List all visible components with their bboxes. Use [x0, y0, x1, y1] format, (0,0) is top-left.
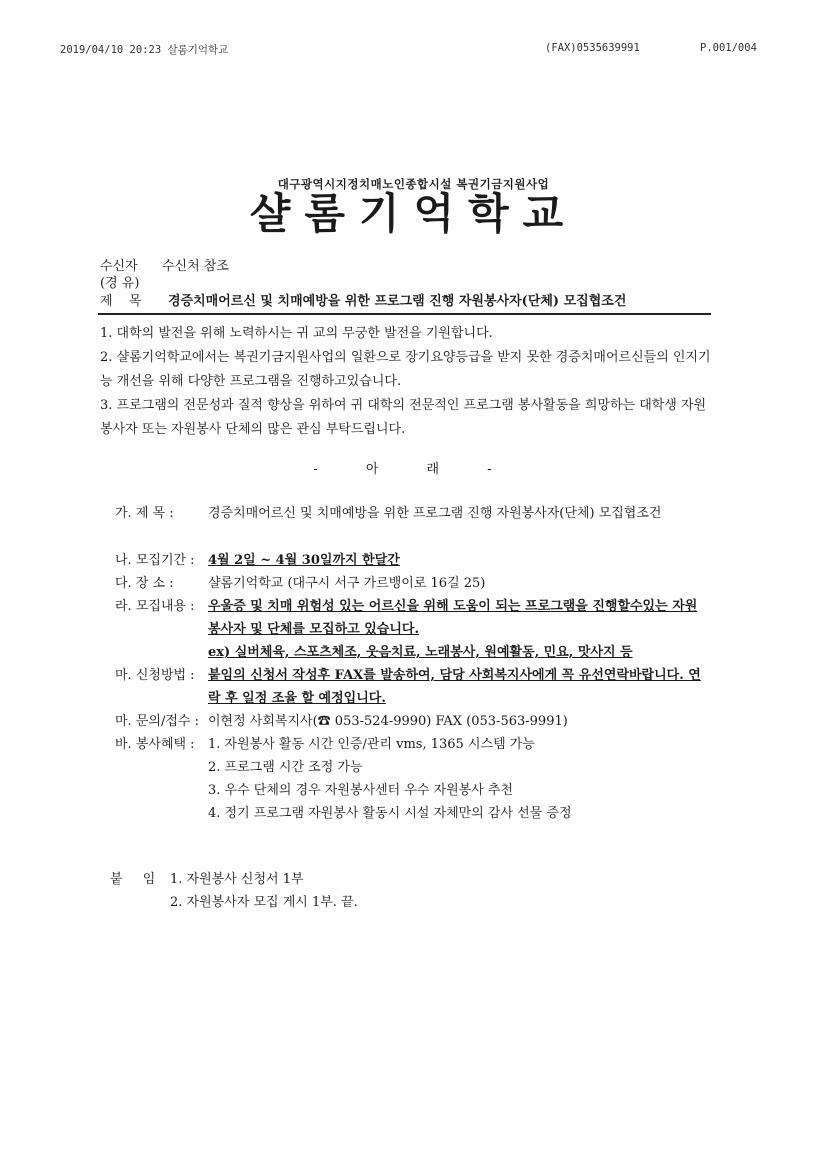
item-content-label: 라. 모집내용 : — [115, 599, 195, 614]
item-contact-label: 마. 문의/접수 : — [115, 714, 199, 729]
fax-header — [0, 42, 827, 58]
attachment-item: 1. 자원봉사 신청서 1부 — [170, 872, 304, 887]
benefit-item: 1. 자원봉사 활동 시간 인증/관리 vms, 1365 시스템 가능 — [208, 737, 535, 752]
fax-number: (FAX)0535639991 — [545, 42, 640, 54]
subject-label: 제 목 — [100, 294, 148, 309]
benefit-item: 3. 우수 단체의 경우 자원봉사센터 우수 자원봉사 추천 — [208, 783, 514, 798]
item-content-value-1: 우울증 및 치매 위험성 있는 어르신을 위해 도움이 되는 프로그램을 진행할수있는 자원봉사자 및 단체를 모집하고 있습니다. — [208, 599, 698, 637]
item-title-label: 가. 제 목 : — [115, 506, 174, 521]
item-contact-value: 이현정 사회복지사(☎ 053-524-9990) FAX (053-563-9991) — [208, 714, 568, 729]
paragraph-3: 3. 프로그램의 전문성과 질적 향상을 위하여 귀 대학의 전문적인 프로그램 봉사활동을 희망하는 대학생 자원봉사자 또는 자원봉사 단체의 많은 관심 부탁드립니다. — [100, 398, 707, 437]
document-subtitle: 대구광역시지정치매노인종합시설 복권기금지원사업 — [277, 177, 550, 191]
header-divider — [98, 313, 711, 315]
attachment-row-2 — [170, 891, 358, 914]
fax-page-number: P.001/004 — [700, 42, 757, 54]
paragraph-2: 2. 샬롬기억학교에서는 복권기금지원사업의 일환으로 장기요양등급을 받지 못한 경증치매어르신들의 인지기능 개선을 위해 다양한 프로그램을 진행하고있습니다. — [100, 350, 711, 389]
item-apply-label: 마. 신청방법 : — [115, 668, 195, 683]
item-content-value-2: ex) 실버체육, 스포츠체조, 웃음치료, 노래봉사, 원예활동, 민요, 맛사지 등 — [208, 645, 633, 660]
document-title: 샬롬기억학교 — [249, 189, 578, 238]
section-heading-arae: - 아 래 - — [313, 462, 514, 477]
recipient-value: 수신처 참조 — [162, 259, 229, 274]
recipient-label: 수신자 — [100, 259, 138, 274]
benefit-item: 2. 프로그램 시간 조정 가능 — [208, 760, 363, 775]
via-label: (경 유) — [100, 276, 140, 291]
attachment-label: 붙 임 — [110, 872, 164, 887]
item-apply-value: 붙임의 신청서 작성후 FAX를 발송하여, 담당 사회복지사에게 꼭 유선연락바랍니다. 연락 후 일정 조율 할 예정입니다. — [208, 668, 701, 706]
item-period-label: 나. 모집기간 : — [115, 553, 195, 568]
subject-value: 경증치매어르신 및 치매예방을 위한 프로그램 진행 자원봉사자(단체) 모집협조건 — [168, 294, 627, 309]
via-row — [100, 276, 139, 292]
attachment-item: 2. 자원봉사자 모집 게시 1부. 끝. — [170, 895, 358, 910]
item-benefit-label: 바. 봉사혜택 : — [115, 737, 195, 752]
item-place-label: 다. 장 소 : — [115, 576, 174, 591]
item-title-value: 경증치매어르신 및 치매예방을 위한 프로그램 진행 자원봉사자(단체) 모집협조건 — [208, 506, 662, 521]
recipient-row — [100, 259, 229, 275]
item-period-value: 4월 2일 ~ 4월 30일까지 한달간 — [208, 553, 400, 568]
fax-datetime: 2019/04/10 20:23 살롬기억학교 — [60, 44, 229, 56]
subject-row — [100, 294, 626, 310]
item-benefit-list — [208, 733, 708, 825]
item-content-value — [208, 595, 708, 664]
item-place-value: 샬롬기억학교 (대구시 서구 가르뱅이로 16길 25) — [208, 576, 486, 591]
benefit-item: 4. 정기 프로그램 자원봉사 활동시 시설 자체만의 감사 선물 증정 — [208, 806, 572, 821]
attachment-row-1 — [110, 868, 304, 891]
paragraph-1: 1. 대학의 발전을 위해 노력하시는 귀 교의 무궁한 발전을 기원합니다. — [100, 326, 493, 341]
